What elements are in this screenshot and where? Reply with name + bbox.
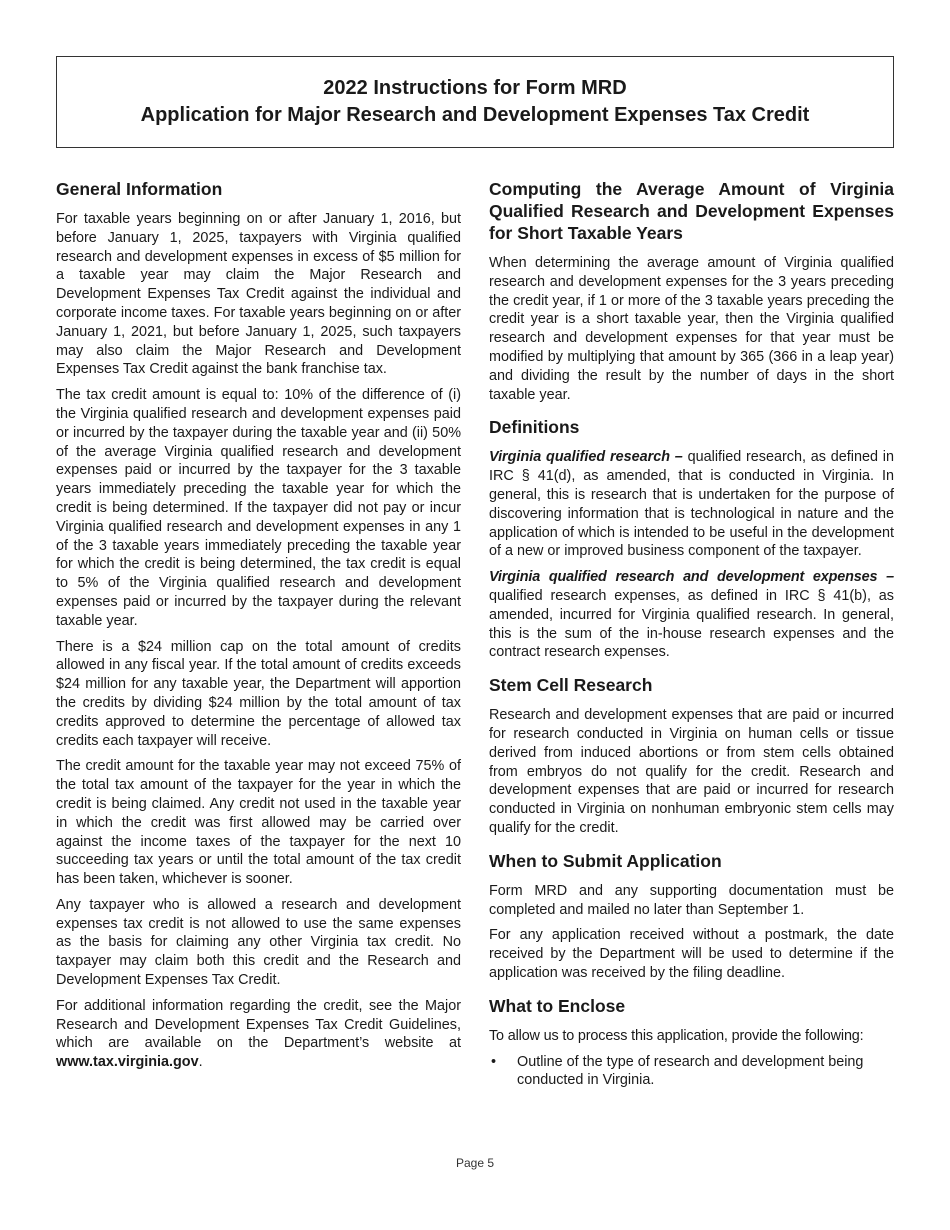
stem-cell-paragraph: Research and development expenses that are paid or incurred for research conducted in Virginia on human cells or tissue derived from induced abortions or from stem cells obtained from embryos do not qualify for the credit. Research and development expenses that are paid or incurred for research conducted in Virginia on nonhuman embryonic stem cells may qualify for the credit.	[489, 707, 894, 836]
general-paragraph-6	[56, 997, 461, 1072]
list-item	[489, 1053, 894, 1091]
what-to-enclose-paragraph: To allow us to process this application, provide the following:	[489, 1027, 864, 1044]
definition-text: qualified research expenses, as defined in IRC § 41(b), as amended, incurred for Virginia qualified research. In general, this is the sum of the in-house research expenses and the contract research expenses.	[489, 587, 894, 661]
definition-qualified-research	[489, 448, 894, 561]
general-paragraph-1: For taxable years beginning on or after January 1, 2016, but before January 1, 2025, taxpayers with Virginia qualified research and development expenses in excess of $5 million for a taxable year may claim the Major Research and Development Expenses Tax Credit against the individual and corporate income taxes. For taxable years beginning on or after January 1, 2021, but before January 1, 2025, such taxpayers may also claim the Major Research and Development Expenses Tax Credit against the bank franchise tax.	[56, 211, 461, 378]
definition-qualified-expenses	[489, 568, 894, 662]
general-information-heading: General Information	[56, 179, 223, 199]
general-paragraph-5: Any taxpayer who is allowed a research and development expenses tax credit is not allowed to use the same expenses as the basis for claiming any other Virginia tax credit. No taxpayer may claim both this credit and the Research and Development Expenses Tax Credit.	[56, 896, 461, 989]
list-item-text: Outline of the type of research and development being conducted in Virginia.	[517, 1053, 864, 1089]
what-to-enclose-heading: What to Enclose	[489, 995, 626, 1016]
stem-cell-heading: Stem Cell Research	[489, 675, 653, 696]
general-paragraph-6-end: .	[198, 1054, 203, 1071]
definition-term: Virginia qualified research –	[489, 449, 683, 466]
document-title-box	[56, 56, 894, 148]
definition-text: qualified research, as defined in IRC § 41(d), as amended, that is conducted in Virginia. In general, this is research that is undertaken for the purpose of discovering information that is technological in nature and the application of which is intended to be useful in the development of a new or improved business component of the taxpayer.	[489, 449, 894, 560]
general-paragraph-3: There is a $24 million cap on the total amount of credits allowed in any fiscal year. If the total amount of credits exceeds $24 million for any taxable year, the Department will apportion the credits by dividing $24 million by the total amount of tax credits approved to determine the percentage of allowed tax credits each taxpayer will receive.	[56, 638, 461, 749]
when-to-submit-paragraph-2: For any application received without a postmark, the date received by the Department will be used to determine if the application was received by the filing deadline.	[489, 927, 894, 981]
website-link[interactable]: www.tax.virginia.gov	[56, 1054, 199, 1071]
right-column	[489, 178, 894, 1090]
computing-average-paragraph: When determining the average amount of Virginia qualified research and development expenses for the 3 years preceding the credit year, if 1 or more of the 3 taxable years preceding the credit year is a short taxable year, then the Virginia qualified research and development expenses for that year must be modified by multiplying that amount by 365 (366 in a leap year) and dividing the result by the number of days in the short taxable year.	[489, 255, 894, 403]
general-paragraph-6-text: For additional information regarding the credit, see the Major Research and Development Expenses Tax Credit Guidelines, which are available on the Department’s website at	[56, 997, 461, 1052]
left-column	[56, 178, 461, 1079]
computing-average-heading: Computing the Average Amount of Virginia Qualified Research and Development Expenses for Short Taxable Years	[489, 179, 894, 243]
general-paragraph-4: The credit amount for the taxable year may not exceed 75% of the total tax amount of the taxpayer for the year in which the credit is being claimed. Any credit not used in the taxable year in which the credit was first allowed may be carried over against the income taxes of the taxpayer for the next 10 succeeding tax years or until the total amount of the tax credit has been taken, whichever is sooner.	[56, 758, 461, 888]
definition-term: Virginia qualified research and development expenses –	[489, 569, 894, 586]
when-to-submit-paragraph-1: Form MRD and any supporting documentation must be completed and mailed no later than September 1.	[489, 882, 894, 918]
document-title: 2022 Instructions for Form MRD	[323, 77, 627, 99]
definitions-heading: Definitions	[489, 417, 580, 438]
when-to-submit-heading: When to Submit Application	[489, 850, 722, 871]
page-number: Page 5	[455, 1156, 495, 1170]
document-subtitle: Application for Major Research and Development Expenses Tax Credit	[140, 104, 810, 126]
bullet-marker: •	[491, 1053, 497, 1070]
general-paragraph-2: The tax credit amount is equal to: 10% of the difference of (i) the Virginia qualified research and development expenses paid or incurred by the taxpayer during the taxable year and (ii) 50% of the average Virginia qualified research and development expenses paid or incurred by the taxpayer for the 3 taxable years immediately preceding the taxable year for which the credit is being determined. If the taxpayer did not pay or incur Virginia qualified research and development expenses in any 1 of the 3 taxable years immediately preceding the taxable year for which the credit is being determined, the tax credit is equal to 5% of the Virginia qualified research and development expenses paid or incurred by the taxpayer during the relevant taxable year.	[56, 387, 461, 629]
